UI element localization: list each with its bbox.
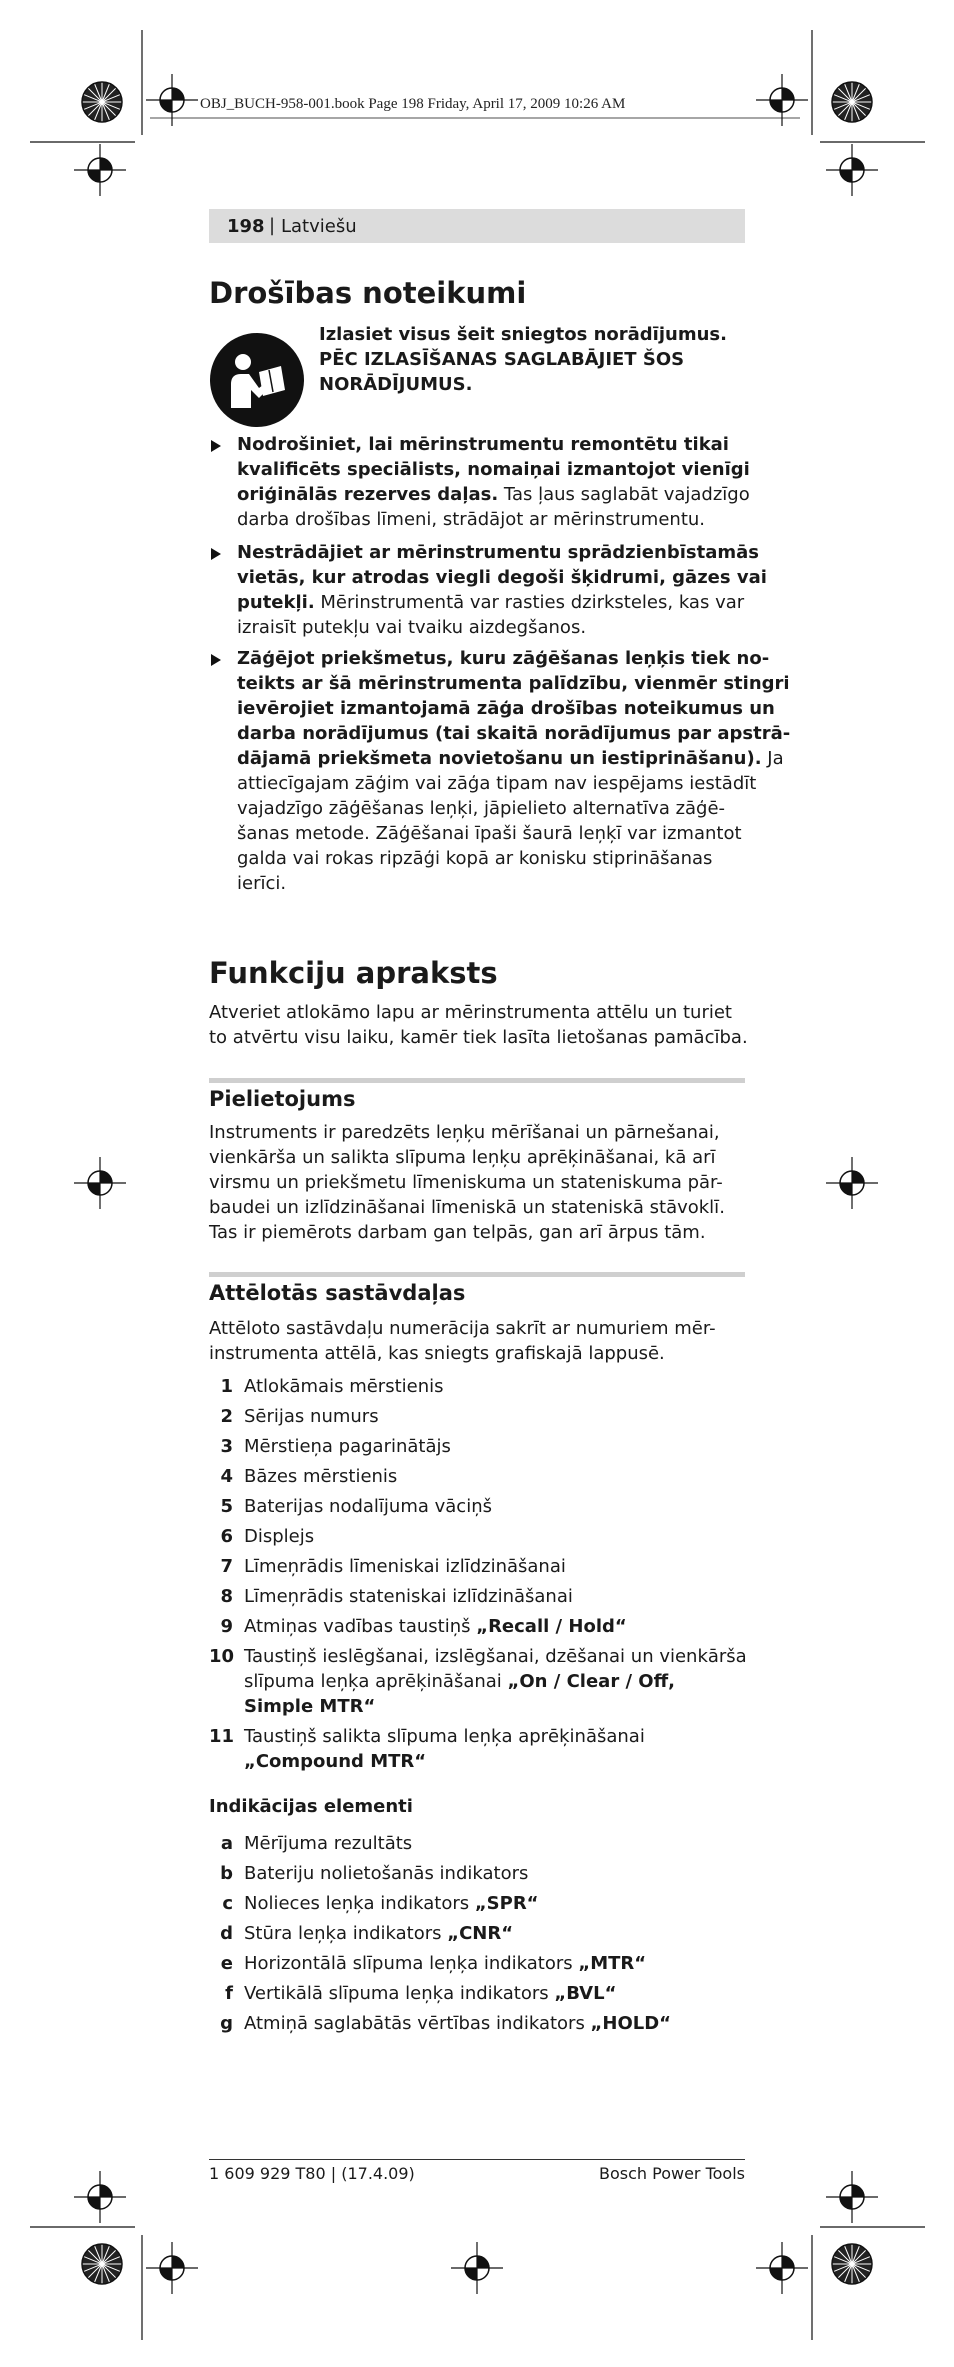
usage-title: Pielietojums: [209, 1087, 356, 1111]
list-item: 6 Displejs: [220, 1526, 315, 1547]
function-title: Funkciju apraksts: [209, 956, 498, 990]
print-slug: OBJ_BUCH-958-001.book Page 198 Friday, April 17, 2009 10:26 AM: [200, 96, 626, 112]
safety-warning: Izlasiet visus šeit sniegtos norādījumus. PĒC IZLASĪŠANAS SAGLABĀJIET ŠOS NORĀDĪJUMUS.: [319, 324, 727, 395]
usage-text: Instruments ir paredzēts leņķu mērīšanai un pārnešanai, vienkārša un salikta slīpuma leņķu aprēķināšanai, kā arī virsmu un priekšmetu līmeniskuma un stateniskuma pār- baudei un izlīdzināšanai līmeniskā un stateniskā stāvoklī. Tas ir piemērots darbam gan telpās, gan arī ārpus tām.: [209, 1122, 725, 1243]
footer-rule: [209, 2159, 745, 2160]
section-rule: [209, 1272, 745, 1277]
list-item: c Nolieces leņķa indikators „SPR“: [222, 1893, 539, 1914]
list-item: 2 Sērijas numurs: [220, 1406, 379, 1427]
indicators-list: [209, 1831, 745, 2041]
section-rule: [209, 1078, 745, 1083]
function-intro: Atveriet atlokāmo lapu ar mērinstrumenta attēlu un turiet to atvērtu visu laiku, kamēr tiek lasīta lietošanas pamācība.: [209, 1002, 748, 1048]
list-item: 10 Taustiņš ieslēgšanai, izslēgšanai, dzēšanai un vienkārša slīpuma leņķa aprēķināšanai „On / Clear / Off, Simple MTR“: [209, 1646, 747, 1717]
list-item: g Atmiņā saglabātās vērtības indikators „HOLD“: [220, 2013, 671, 2034]
list-item: 8 Līmeņrādis stateniskai izlīdzināšanai: [220, 1586, 573, 1607]
list-item: a Mērījuma rezultāts: [220, 1833, 413, 1854]
header-separator: |: [269, 215, 276, 236]
header-language: Latviešu: [281, 216, 357, 237]
page-number: 198: [227, 216, 265, 237]
list-item: b Bateriju nolietošanās indikators: [220, 1863, 529, 1884]
list-item: 1 Atlokāmais mērstienis: [220, 1376, 444, 1397]
footer-doc-number: 1 609 929 T80 | (17.4.09): [209, 2164, 415, 2183]
list-item: e Horizontālā slīpuma leņķa indikators „MTR“: [220, 1953, 647, 1974]
read-manual-icon: [209, 332, 305, 428]
bullet-triangle-icon: [211, 654, 221, 666]
list-item: d Stūra leņķa indikators „CNR“: [220, 1923, 514, 1944]
indicators-title: Indikācijas elementi: [209, 1796, 413, 1817]
safety-title: Drošības noteikumi: [209, 276, 527, 310]
list-item: 3 Mērstieņa pagarinātājs: [220, 1436, 451, 1457]
list-item: 4 Bāzes mērstienis: [220, 1466, 398, 1487]
bullet-triangle-icon: [211, 440, 221, 452]
list-item: f Vertikālā slīpuma leņķa indikators „BVL“: [225, 1983, 617, 2004]
components-intro: Attēloto sastāvdaļu numerācija sakrīt ar numuriem mēr- instrumenta attēlā, kas sniegts grafiskajā lappusē.: [209, 1318, 716, 1364]
list-item: 5 Baterijas nodalījuma vāciņš: [220, 1496, 492, 1517]
list-item: 7 Līmeņrādis līmeniskai izlīdzināšanai: [220, 1556, 566, 1577]
page-header: [209, 209, 745, 243]
components-title: Attēlotās sastāvdaļas: [209, 1281, 466, 1305]
list-item: 9 Atmiņas vadības taustiņš „Recall / Hold“: [220, 1616, 627, 1637]
list-item: 11 Taustiņš salikta slīpuma leņķa aprēķināšanai „Compound MTR“: [209, 1726, 645, 1772]
components-list: [209, 1374, 745, 1779]
footer-brand: Bosch Power Tools: [599, 2164, 745, 2183]
bullet-triangle-icon: [211, 548, 221, 560]
